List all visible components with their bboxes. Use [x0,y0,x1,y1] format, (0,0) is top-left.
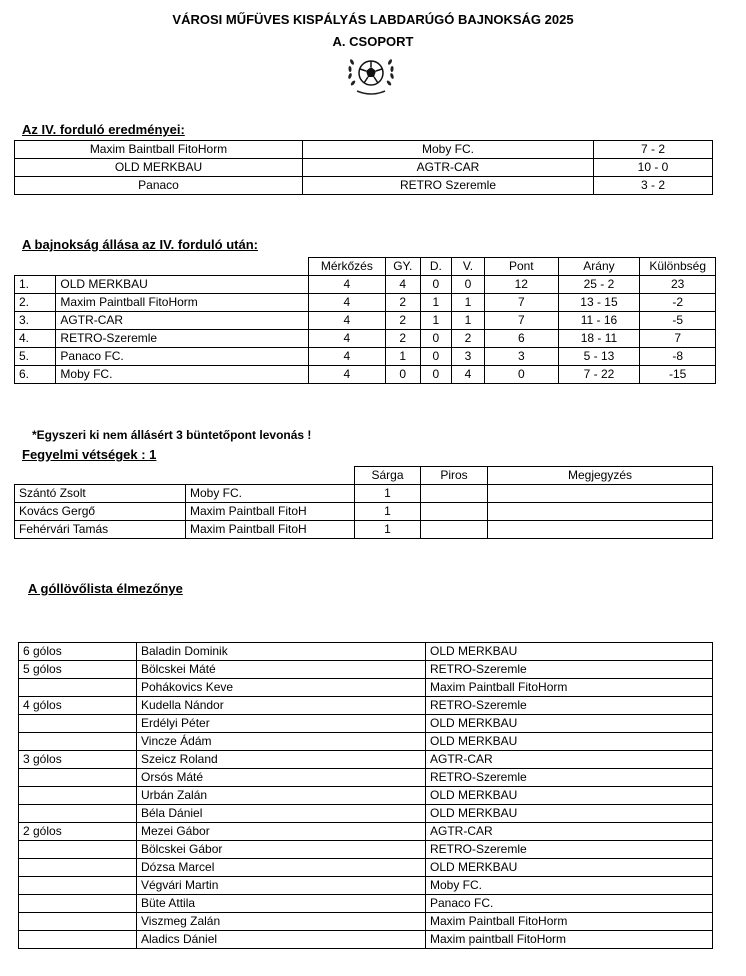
team-name: Maxim Paintball FitoHorm [426,913,713,931]
table-row [15,521,713,539]
losses: 1 [451,294,484,312]
player-name: Fehérvári Tamás [15,521,186,539]
team-name: Panaco FC. [426,895,713,913]
player-name: Bölcskei Máté [137,661,426,679]
played: 4 [309,348,386,366]
player-name: Dózsa Marcel [137,859,426,877]
goal-count [19,769,137,787]
goal-count [19,913,137,931]
table-row [15,141,713,159]
wins: 2 [385,294,420,312]
goal-count [19,895,137,913]
position: 2. [15,294,56,312]
header-losses: V. [451,258,484,276]
team-name: RETRO-Szeremle [426,841,713,859]
player-name: Mezei Gábor [137,823,426,841]
goal-count: 6 gólos [19,643,137,661]
team-name: Maxim Paintball FitoH [186,503,355,521]
player-name: Végvári Martin [137,877,426,895]
goal-count: 5 gólos [19,661,137,679]
team-name: AGTR-CAR [56,312,309,330]
away-team: RETRO Szeremle [303,177,594,195]
team-name: OLD MERKBAU [426,733,713,751]
penalty-note: *Egyszeri ki nem állásért 3 büntetőpont levonás ! [32,428,312,442]
table-row [15,159,713,177]
results-heading: Az IV. forduló eredményei: [22,122,185,137]
player-name: Vincze Ádám [137,733,426,751]
header-played: Mérkőzés [309,258,386,276]
goal-count [19,841,137,859]
table-row [15,503,713,521]
header-points: Pont [485,258,559,276]
table-row [19,895,713,913]
wins: 2 [385,312,420,330]
table-row [19,733,713,751]
table-row [15,294,716,312]
position: 6. [15,366,56,384]
header-ratio: Arány [558,258,640,276]
score: 7 - 2 [594,141,713,159]
wins: 4 [385,276,420,294]
discipline-heading: Fegyelmi vétségek : 1 [22,447,157,462]
losses: 2 [451,330,484,348]
yellow-cards: 1 [355,521,421,539]
table-row [19,823,713,841]
player-name: Kudella Nándor [137,697,426,715]
goal-count [19,859,137,877]
points: 6 [485,330,559,348]
wins: 1 [385,348,420,366]
discipline-table [14,466,713,539]
points: 7 [485,294,559,312]
team-name: Maxim paintball FitoHorm [426,931,713,949]
team-name: Moby FC. [426,877,713,895]
draws: 0 [420,366,451,384]
header-note: Megjegyzés [488,467,713,485]
page-subtitle: A. CSOPORT [332,34,414,49]
player-name: Urbán Zalán [137,787,426,805]
losses: 1 [451,312,484,330]
standings-heading: A bajnokság állása az IV. forduló után: [22,237,258,252]
player-name: Orsós Máté [137,769,426,787]
table-row [19,769,713,787]
played: 4 [309,294,386,312]
table-row [19,751,713,769]
points: 0 [485,366,559,384]
played: 4 [309,276,386,294]
results-table [14,140,713,195]
table-row [19,841,713,859]
home-team: OLD MERKBAU [15,159,303,177]
player-name: Szeicz Roland [137,751,426,769]
goal-count [19,877,137,895]
losses: 4 [451,366,484,384]
goal-count [19,787,137,805]
table-row [19,877,713,895]
table-row [15,485,713,503]
team-name: Maxim Paintball FitoHorm [56,294,309,312]
table-row [19,805,713,823]
team-name: OLD MERKBAU [426,787,713,805]
table-row [19,679,713,697]
wins: 2 [385,330,420,348]
goal-difference: -5 [640,312,716,330]
points: 12 [485,276,559,294]
losses: 0 [451,276,484,294]
goal-ratio: 18 - 11 [558,330,640,348]
team-name: RETRO-Szeremle [426,661,713,679]
scorers-heading: A góllövőlista élmezőnye [28,581,183,596]
page-title: VÁROSI MŰFÜVES KISPÁLYÁS LABDARÚGÓ BAJNOKSÁG 2025 [172,12,574,27]
remark [488,521,713,539]
goal-ratio: 7 - 22 [558,366,640,384]
table-row [19,643,713,661]
draws: 0 [420,330,451,348]
team-name: RETRO-Szeremle [426,769,713,787]
points: 7 [485,312,559,330]
remark [488,503,713,521]
scorers-table [18,642,713,949]
goal-ratio: 25 - 2 [558,276,640,294]
standings-table [14,257,716,384]
goal-difference: 23 [640,276,716,294]
header-diff: Különbség [640,258,716,276]
away-team: Moby FC. [303,141,594,159]
goal-difference: -2 [640,294,716,312]
player-name: Szántó Zsolt [15,485,186,503]
table-row [19,661,713,679]
team-name: OLD MERKBAU [426,715,713,733]
player-name: Béla Dániel [137,805,426,823]
goal-difference: -15 [640,366,716,384]
team-name: RETRO-Szeremle [56,330,309,348]
player-name: Erdélyi Péter [137,715,426,733]
goal-count [19,931,137,949]
header-yellow: Sárga [355,467,421,485]
position: 3. [15,312,56,330]
yellow-cards: 1 [355,503,421,521]
player-name: Bölcskei Gábor [137,841,426,859]
red-cards [421,485,488,503]
team-name: OLD MERKBAU [426,859,713,877]
header-draws: D. [420,258,451,276]
draws: 1 [420,294,451,312]
goal-count [19,715,137,733]
draws: 0 [420,348,451,366]
draws: 0 [420,276,451,294]
goal-count [19,805,137,823]
table-row [15,276,716,294]
losses: 3 [451,348,484,366]
goal-difference: -8 [640,348,716,366]
remark [488,485,713,503]
score: 3 - 2 [594,177,713,195]
team-name: Maxim Paintball FitoH [186,521,355,539]
table-row [15,330,716,348]
team-name: Moby FC. [56,366,309,384]
team-name: RETRO-Szeremle [426,697,713,715]
table-row [15,348,716,366]
standings-header-row [15,258,716,276]
draws: 1 [420,312,451,330]
team-name: OLD MERKBAU [56,276,309,294]
position: 5. [15,348,56,366]
team-name: Maxim Paintball FitoHorm [426,679,713,697]
table-row [19,859,713,877]
goal-count [19,679,137,697]
player-name: Kovács Gergő [15,503,186,521]
table-row [19,697,713,715]
points: 3 [485,348,559,366]
wins: 0 [385,366,420,384]
discipline-header-row [15,467,713,485]
position: 4. [15,330,56,348]
goal-difference: 7 [640,330,716,348]
player-name: Pohákovics Keve [137,679,426,697]
table-row [15,312,716,330]
team-name: Moby FC. [186,485,355,503]
score: 10 - 0 [594,159,713,177]
red-cards [421,503,488,521]
goal-count [19,733,137,751]
away-team: AGTR-CAR [303,159,594,177]
team-name: AGTR-CAR [426,823,713,841]
goal-ratio: 11 - 16 [558,312,640,330]
player-name: Viszmeg Zalán [137,913,426,931]
player-name: Aladics Dániel [137,931,426,949]
red-cards [421,521,488,539]
team-name: AGTR-CAR [426,751,713,769]
table-row [15,177,713,195]
player-name: Baladin Dominik [137,643,426,661]
table-row [15,366,716,384]
home-team: Maxim Baintball FitoHorm [15,141,303,159]
goal-ratio: 13 - 15 [558,294,640,312]
played: 4 [309,366,386,384]
played: 4 [309,312,386,330]
goal-count: 3 gólos [19,751,137,769]
team-name: OLD MERKBAU [426,805,713,823]
table-row [19,715,713,733]
header-wins: GY. [385,258,420,276]
goal-ratio: 5 - 13 [558,348,640,366]
player-name: Büte Attila [137,895,426,913]
team-name: Panaco FC. [56,348,309,366]
header-red: Piros [421,467,488,485]
position: 1. [15,276,56,294]
table-row [19,931,713,949]
home-team: Panaco [15,177,303,195]
yellow-cards: 1 [355,485,421,503]
played: 4 [309,330,386,348]
table-row [19,787,713,805]
goal-count: 2 gólos [19,823,137,841]
team-name: OLD MERKBAU [426,643,713,661]
goal-count: 4 gólos [19,697,137,715]
football-laurel-icon [343,53,399,100]
table-row [19,913,713,931]
